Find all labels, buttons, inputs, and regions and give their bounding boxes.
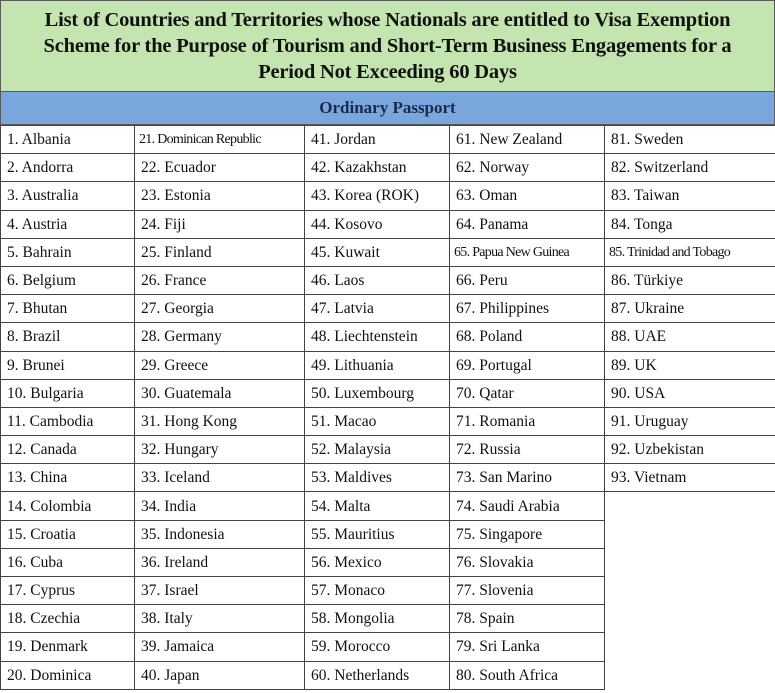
country-cell: 52. Malaysia	[305, 436, 450, 464]
country-cell: 3. Australia	[1, 182, 135, 210]
country-cell: 71. Romania	[450, 407, 605, 435]
country-cell: 12. Canada	[1, 436, 135, 464]
country-cell: 86. Türkiye	[605, 266, 775, 294]
table-row	[1, 154, 775, 182]
country-cell: 30. Guatemala	[135, 379, 305, 407]
country-cell: 66. Peru	[450, 266, 605, 294]
empty-cell	[605, 548, 775, 576]
country-cell: 79. Sri Lanka	[450, 633, 605, 661]
country-cell: 43. Korea (ROK)	[305, 182, 450, 210]
country-cell: 4. Austria	[1, 210, 135, 238]
country-cell: 93. Vietnam	[605, 464, 775, 492]
table-row	[1, 633, 775, 661]
empty-cell	[605, 577, 775, 605]
country-cell: 29. Greece	[135, 351, 305, 379]
country-cell: 76. Slovakia	[450, 548, 605, 576]
country-cell: 70. Qatar	[450, 379, 605, 407]
country-cell: 38. Italy	[135, 605, 305, 633]
empty-cell	[605, 492, 775, 520]
table-row	[1, 379, 775, 407]
passport-type-header	[0, 92, 775, 125]
passport-type-label: Ordinary Passport	[319, 98, 456, 117]
table-row	[1, 323, 775, 351]
country-cell: 90. USA	[605, 379, 775, 407]
country-table	[0, 125, 775, 690]
country-table-body	[1, 126, 775, 690]
country-cell: 74. Saudi Arabia	[450, 492, 605, 520]
country-cell: 55. Mauritius	[305, 520, 450, 548]
country-cell: 1. Albania	[1, 126, 135, 154]
country-cell: 31. Hong Kong	[135, 407, 305, 435]
country-cell: 28. Germany	[135, 323, 305, 351]
country-cell: 32. Hungary	[135, 436, 305, 464]
country-cell: 22. Ecuador	[135, 154, 305, 182]
country-cell: 40. Japan	[135, 661, 305, 689]
table-row	[1, 210, 775, 238]
country-cell: 62. Norway	[450, 154, 605, 182]
country-cell: 23. Estonia	[135, 182, 305, 210]
document-title: List of Countries and Territories whose Nationals are entitled to Visa Exemption Scheme for the Purpose of Tourism and Short-Term Business Engagements for a Period Not Exceeding 60 Days	[43, 9, 732, 83]
country-cell: 83. Taiwan	[605, 182, 775, 210]
country-cell: 87. Ukraine	[605, 295, 775, 323]
country-cell: 60. Netherlands	[305, 661, 450, 689]
country-cell: 48. Liechtenstein	[305, 323, 450, 351]
country-cell: 42. Kazakhstan	[305, 154, 450, 182]
table-row	[1, 407, 775, 435]
table-row	[1, 661, 775, 689]
country-cell: 89. UK	[605, 351, 775, 379]
country-cell: 14. Colombia	[1, 492, 135, 520]
table-row	[1, 266, 775, 294]
country-cell: 35. Indonesia	[135, 520, 305, 548]
table-row	[1, 238, 775, 266]
country-cell: 68. Poland	[450, 323, 605, 351]
country-cell: 27. Georgia	[135, 295, 305, 323]
country-cell: 85. Trinidad and Tobago	[605, 238, 775, 266]
country-cell: 8. Brazil	[1, 323, 135, 351]
table-row	[1, 548, 775, 576]
country-cell: 45. Kuwait	[305, 238, 450, 266]
country-cell: 37. Israel	[135, 577, 305, 605]
empty-cell	[605, 520, 775, 548]
empty-cell	[605, 605, 775, 633]
empty-cell	[605, 633, 775, 661]
table-row	[1, 126, 775, 154]
country-cell: 80. South Africa	[450, 661, 605, 689]
table-row	[1, 520, 775, 548]
country-cell: 72. Russia	[450, 436, 605, 464]
country-cell: 51. Macao	[305, 407, 450, 435]
country-cell: 19. Denmark	[1, 633, 135, 661]
title-banner	[0, 0, 775, 92]
table-row	[1, 492, 775, 520]
country-cell: 73. San Marino	[450, 464, 605, 492]
country-cell: 50. Luxembourg	[305, 379, 450, 407]
country-cell: 33. Iceland	[135, 464, 305, 492]
table-row	[1, 577, 775, 605]
country-cell: 21. Dominican Republic	[135, 126, 305, 154]
country-cell: 25. Finland	[135, 238, 305, 266]
country-cell: 9. Brunei	[1, 351, 135, 379]
country-cell: 44. Kosovo	[305, 210, 450, 238]
country-cell: 56. Mexico	[305, 548, 450, 576]
country-cell: 92. Uzbekistan	[605, 436, 775, 464]
country-cell: 61. New Zealand	[450, 126, 605, 154]
country-cell: 2. Andorra	[1, 154, 135, 182]
country-cell: 18. Czechia	[1, 605, 135, 633]
country-cell: 10. Bulgaria	[1, 379, 135, 407]
country-cell: 57. Monaco	[305, 577, 450, 605]
country-cell: 78. Spain	[450, 605, 605, 633]
country-cell: 67. Philippines	[450, 295, 605, 323]
country-cell: 88. UAE	[605, 323, 775, 351]
empty-cell	[605, 661, 775, 689]
country-cell: 46. Laos	[305, 266, 450, 294]
table-row	[1, 182, 775, 210]
country-cell: 84. Tonga	[605, 210, 775, 238]
country-cell: 5. Bahrain	[1, 238, 135, 266]
country-cell: 36. Ireland	[135, 548, 305, 576]
country-cell: 53. Maldives	[305, 464, 450, 492]
country-cell: 41. Jordan	[305, 126, 450, 154]
country-cell: 82. Switzerland	[605, 154, 775, 182]
country-cell: 15. Croatia	[1, 520, 135, 548]
country-cell: 7. Bhutan	[1, 295, 135, 323]
country-cell: 20. Dominica	[1, 661, 135, 689]
country-cell: 47. Latvia	[305, 295, 450, 323]
country-cell: 64. Panama	[450, 210, 605, 238]
table-row	[1, 436, 775, 464]
country-cell: 75. Singapore	[450, 520, 605, 548]
country-cell: 59. Morocco	[305, 633, 450, 661]
country-cell: 24. Fiji	[135, 210, 305, 238]
table-row	[1, 295, 775, 323]
table-row	[1, 605, 775, 633]
country-cell: 58. Mongolia	[305, 605, 450, 633]
country-cell: 11. Cambodia	[1, 407, 135, 435]
country-cell: 26. France	[135, 266, 305, 294]
country-cell: 39. Jamaica	[135, 633, 305, 661]
country-cell: 69. Portugal	[450, 351, 605, 379]
country-cell: 65. Papua New Guinea	[450, 238, 605, 266]
country-cell: 91. Uruguay	[605, 407, 775, 435]
country-cell: 34. India	[135, 492, 305, 520]
country-cell: 81. Sweden	[605, 126, 775, 154]
country-cell: 16. Cuba	[1, 548, 135, 576]
country-cell: 49. Lithuania	[305, 351, 450, 379]
table-row	[1, 351, 775, 379]
country-cell: 6. Belgium	[1, 266, 135, 294]
country-cell: 63. Oman	[450, 182, 605, 210]
country-cell: 77. Slovenia	[450, 577, 605, 605]
country-cell: 13. China	[1, 464, 135, 492]
table-row	[1, 464, 775, 492]
country-cell: 54. Malta	[305, 492, 450, 520]
country-cell: 17. Cyprus	[1, 577, 135, 605]
